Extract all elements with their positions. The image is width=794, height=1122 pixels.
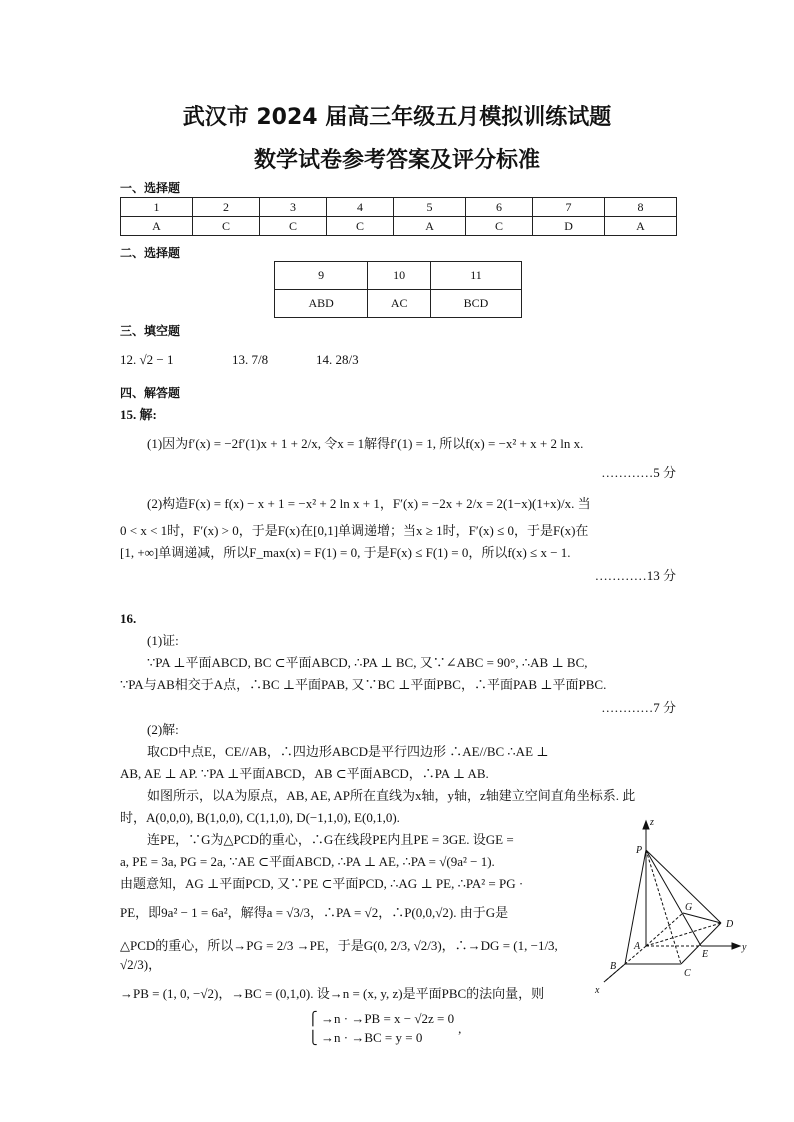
comma: , xyxy=(458,1020,462,1036)
doc-title: 武汉市 2024 届高三年级五月模拟训练试题 xyxy=(182,105,612,130)
equation-system-line: ⎩ →n · →BC = y = 0 xyxy=(308,1030,423,1045)
answer-cell: ABD xyxy=(275,290,368,318)
figure-label: C xyxy=(684,968,691,979)
answer-cell: BCD xyxy=(430,290,521,318)
figure-label: E xyxy=(702,949,709,960)
answer-cell: A xyxy=(394,217,466,236)
q15-line: (1)因为f′(x) = −2f′(1)x + 1 + 2/x, 令x = 1解得f′(1) = 1, 所以f(x) = −x² + x + 2 ln x. xyxy=(147,436,584,451)
score-mark: …………5 分 xyxy=(601,465,676,480)
question-number-cell: 3 xyxy=(259,198,326,217)
question-number-cell: 9 xyxy=(275,262,368,290)
figure-label: A xyxy=(634,941,641,952)
answer-cell: A xyxy=(121,217,193,236)
answer-cell: C xyxy=(192,217,259,236)
q15-line: [1, +∞]单调递减，所以F_max(x) = F(1) = 0, 于是F(x) ≤ F(1) = 0，所以f(x) ≤ x − 1. xyxy=(120,545,571,560)
answer-cell: C xyxy=(259,217,326,236)
figure-label: x xyxy=(595,985,600,996)
question-number-cell: 7 xyxy=(533,198,605,217)
fill-answer-14: 14. 28/3 xyxy=(316,352,359,367)
pyramid-figure xyxy=(590,809,750,999)
question-number-cell: 10 xyxy=(368,262,431,290)
q15-heading: 15. 解: xyxy=(120,407,157,422)
q15-line: 0 < x < 1时，F′(x) > 0，于是F(x)在[0,1]单调递增；当x ≥ 1时，F′(x) ≤ 0，于是F(x)在 xyxy=(120,523,589,538)
doc-subtitle: 数学试卷参考答案及评分标准 xyxy=(253,148,540,173)
equation-system xyxy=(308,1009,676,1047)
figure-label: G xyxy=(685,902,693,913)
answer-cell: C xyxy=(327,217,394,236)
fill-answer-12: 12. √2 − 1 xyxy=(120,352,174,367)
answer-cell: A xyxy=(605,217,677,236)
figure-label: P xyxy=(636,845,643,856)
section-heading-4: 四、解答题 xyxy=(120,386,181,400)
q16-line: 时，A(0,0,0), B(1,0,0), C(1,1,0), D(−1,1,0), E(0,1,0). xyxy=(120,810,400,825)
fill-answer-13: 13. 7/8 xyxy=(232,352,269,367)
solutions-body xyxy=(120,405,747,1067)
answer-cell: AC xyxy=(368,290,431,318)
q15-line: (2)构造F(x) = f(x) − x + 1 = −x² + 2 ln x + 1，F′(x) = −2x + 2/x = 2(1−x)(1+x)/x. 当 xyxy=(147,496,591,511)
q16-line: ∵PA与AB相交于A点，∴BC ⊥平面PAB, 又∵BC ⊥平面PBC，∴平面PAB ⊥平面PBC. xyxy=(120,677,607,692)
q16-line: 由题意知，AG ⊥平面PCD, 又∵PE ⊂平面PCD, ∴AG ⊥ PE, ∴PA² = PG · xyxy=(120,876,524,891)
q16-line: 连PE，∵G为△PCD的重心，∴G在线段PE内且PE = 3GE. 设GE = xyxy=(147,832,514,847)
answer-table-2 xyxy=(274,261,522,318)
answer-cell: D xyxy=(533,217,605,236)
question-number-cell: 2 xyxy=(192,198,259,217)
answer-table-1 xyxy=(120,197,677,236)
score-mark: …………13 分 xyxy=(594,568,676,583)
q16-line: 如图所示，以A为原点，AB, AE, AP所在直线为x轴，y轴，z轴建立空间直角坐标系. 此 xyxy=(147,788,636,803)
equation-system-line: ⎧ →n · →PB = x − √2z = 0 xyxy=(308,1011,455,1026)
figure-label: z xyxy=(650,817,654,828)
q16-line: 取CD中点E，CE//AB，∴四边形ABCD是平行四边形 ∴AE//BC ∴AE ⊥ xyxy=(147,744,549,759)
question-number-cell: 4 xyxy=(327,198,394,217)
answer-cell: C xyxy=(466,217,533,236)
question-number-cell: 11 xyxy=(430,262,521,290)
question-number-cell: 6 xyxy=(466,198,533,217)
score-mark: …………7 分 xyxy=(601,700,676,715)
q16-line: a, PE = 3a, PG = 2a, ∵AE ⊂平面ABCD, ∴PA ⊥ AE, ∴PA = √(9a² − 1). xyxy=(120,854,495,869)
q16-line: △PCD的重心，所以→PG = 2/3 →PE，于是G(0, 2/3, √2/3)，∴→DG = (1, −1/3, √2/3)， xyxy=(120,938,558,972)
section-heading-2: 二、选择题 xyxy=(120,246,181,260)
question-number-cell: 5 xyxy=(394,198,466,217)
figure-label: y xyxy=(742,942,747,953)
q16-line: →PB = (1, 0, −√2)，→BC = (0,1,0). 设→n = (x, y, z)是平面PBC的法向量，则 xyxy=(120,986,545,1001)
q16-part: (2)解: xyxy=(147,722,179,737)
q16-line: PE，即9a² − 1 = 6a²，解得a = √3/3，∴PA = √2，∴P(0,0,√2). 由于G是 xyxy=(120,905,509,920)
figure-label: D xyxy=(726,919,734,930)
figure-label: B xyxy=(610,961,617,972)
question-number-cell: 8 xyxy=(605,198,677,217)
section-heading-3: 三、填空题 xyxy=(120,324,181,338)
section-heading-1: 一、选择题 xyxy=(120,181,181,195)
q16-line: AB, AE ⊥ AP. ∵PA ⊥平面ABCD，AB ⊂平面ABCD，∴PA ⊥ AB. xyxy=(120,766,489,781)
q16-heading: 16. xyxy=(120,611,137,626)
q16-line: ∵PA ⊥平面ABCD, BC ⊂平面ABCD, ∴PA ⊥ BC, 又∵∠ABC = 90°, ∴AB ⊥ BC, xyxy=(147,655,588,670)
pyramid-figure-container xyxy=(590,809,750,999)
q16-part: (1)证: xyxy=(147,633,179,648)
question-number-cell: 1 xyxy=(121,198,193,217)
